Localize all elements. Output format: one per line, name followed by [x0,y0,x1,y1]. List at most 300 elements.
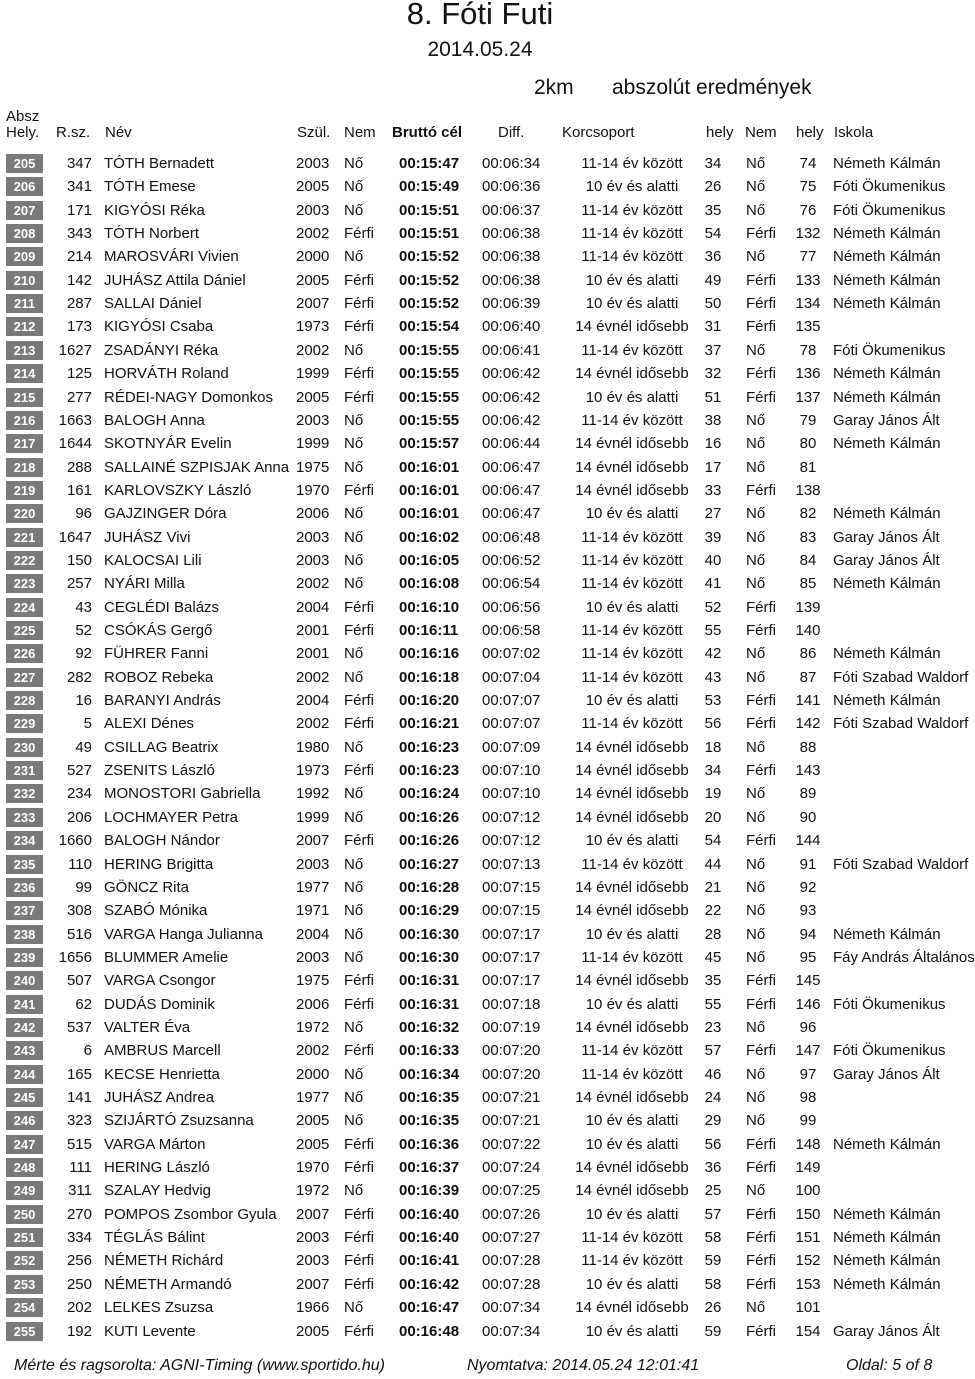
position-badge: 217 [6,434,43,453]
runner-name: HORVÁTH Roland [104,365,229,383]
position-badge: 216 [6,411,43,430]
category-gender: Férfi [746,762,776,780]
school-name: Fóti Ökumenikus [833,995,946,1013]
school-name: Németh Kálmán [833,645,941,663]
age-category: 10 év és alatti [585,1205,679,1223]
birth-year: 2006 [296,995,330,1013]
bib-number: 257 [66,575,92,593]
gross-time: 00:16:42 [399,1275,460,1293]
category-gender: Nő [746,645,766,663]
time-diff: 00:07:10 [482,762,541,780]
category-gender: Férfi [746,1042,776,1060]
birth-year: 1970 [296,1159,330,1177]
position-badge: 245 [6,1088,43,1107]
birth-year: 1972 [296,1018,330,1036]
gross-time: 00:16:48 [399,1322,460,1340]
runner-name: KIGYÓSI Csaba [104,318,214,336]
gender: Férfi [344,972,374,990]
school-name: Németh Kálmán [833,925,941,943]
age-category: 11-14 év között [581,1252,683,1270]
position-badge: 242 [6,1018,43,1037]
birth-year: 1971 [296,902,330,920]
gender: Férfi [344,318,374,336]
birth-year: 2007 [296,1205,330,1223]
category-place: 56 [704,1135,722,1153]
category-gender: Nő [746,808,766,826]
school-place: 83 [799,528,817,546]
birth-year: 1999 [296,808,330,826]
time-diff: 00:07:25 [482,1182,541,1200]
school-place: 85 [799,575,817,593]
time-diff: 00:06:48 [482,528,541,546]
school-place: 100 [795,1182,821,1200]
position-badge: 223 [6,574,43,593]
runner-name: SALLAI Dániel [104,295,202,313]
col-szul: Szül. [297,124,331,141]
table-row [0,222,960,245]
birth-year: 2002 [296,715,330,733]
gross-time: 00:15:49 [399,178,460,196]
runner-name: CSILLAG Beatrix [104,738,219,756]
runner-name: VALTER Éva [104,1018,191,1036]
gender: Férfi [344,1322,374,1340]
time-diff: 00:07:09 [482,738,541,756]
col-nev: Név [105,124,132,141]
age-category: 11-14 év között [581,201,683,219]
table-row [0,479,960,502]
age-category: 14 évnél idősebb [575,1018,689,1036]
bib-number: 270 [66,1205,92,1223]
school-place: 144 [795,832,821,850]
table-row [0,946,975,969]
bib-number: 49 [75,738,92,756]
category-gender: Férfi [746,995,776,1013]
bib-number: 282 [66,668,92,686]
category-gender: Férfi [746,832,776,850]
runner-name: AMBRUS Marcell [104,1042,221,1060]
category-place: 23 [704,1018,722,1036]
category-place: 57 [704,1205,722,1223]
birth-year: 1973 [296,318,330,336]
runner-name: POMPOS Zsombor Gyula [104,1205,277,1223]
gender: Férfi [344,1229,374,1247]
time-diff: 00:06:47 [482,505,541,523]
age-category: 10 év és alatti [585,925,679,943]
gender: Férfi [344,692,374,710]
gender: Nő [344,201,364,219]
age-category: 11-14 év között [581,622,683,639]
gross-time: 00:16:29 [399,902,460,920]
gender: Férfi [344,1252,374,1270]
table-row [0,386,960,409]
category-place: 58 [704,1275,722,1293]
gross-time: 00:16:47 [399,1299,460,1317]
position-badge: 236 [6,878,43,897]
category-place: 36 [704,1159,722,1177]
table-row [0,526,960,549]
time-diff: 00:06:40 [482,318,541,336]
category-gender: Nő [746,902,766,920]
bib-number: 111 [69,1159,92,1177]
school-name: Fóti Ökumenikus [833,178,946,196]
table-row [0,502,960,525]
bib-number: 161 [66,481,92,499]
birth-year: 2005 [296,271,330,289]
gender: Férfi [344,762,374,780]
category-gender: Nő [746,201,766,219]
category-gender: Nő [746,178,766,196]
time-diff: 00:06:47 [482,481,541,499]
gross-time: 00:15:57 [399,435,460,453]
category-gender: Nő [746,1018,766,1036]
category-place: 41 [704,575,722,593]
age-category: 11-14 év között [581,225,683,243]
gender: Nő [344,878,364,896]
position-badge: 206 [6,177,43,196]
school-name: Németh Kálmán [833,1205,941,1223]
runner-name: LELKES Zsuzsa [104,1299,214,1317]
age-category: 14 évnél idősebb [575,318,689,336]
col-hely: Hely. [6,124,40,141]
birth-year: 2005 [296,1112,330,1130]
age-category: 11-14 év között [581,948,683,966]
gross-time: 00:16:08 [399,575,460,593]
table-row [0,806,960,829]
gender: Nő [344,902,364,920]
table-row [0,1039,960,1062]
birth-year: 2005 [296,388,330,406]
time-diff: 00:07:07 [482,715,541,733]
table-row [0,1016,960,1039]
gross-time: 00:15:51 [399,225,460,243]
category-gender: Férfi [746,318,776,336]
birth-year: 2007 [296,295,330,313]
category-place: 21 [704,878,722,896]
category-gender: Nő [746,435,766,453]
runner-name: HERING László [104,1159,210,1177]
category-place: 44 [704,855,722,873]
category-place: 45 [704,948,722,966]
position-badge: 212 [6,317,43,336]
bib-number: 323 [66,1112,92,1130]
col-kat-nem: Nem [745,124,777,141]
time-diff: 00:06:37 [482,201,541,219]
runner-name: BALOGH Nándor [104,832,220,850]
table-row [0,712,969,735]
category-gender: Nő [746,1299,766,1317]
col-nem: Nem [344,124,376,141]
category-place: 24 [704,1089,722,1106]
gross-time: 00:15:47 [399,155,460,172]
category-place: 18 [704,738,722,756]
runner-name: SZALAY Hedvig [104,1182,211,1200]
position-badge: 224 [6,598,43,617]
time-diff: 00:07:07 [482,692,541,710]
gross-time: 00:16:41 [399,1252,460,1270]
position-badge: 218 [6,458,43,477]
school-place: 78 [799,341,817,359]
position-badge: 230 [6,738,43,757]
category-gender: Férfi [746,365,776,383]
school-place: 150 [795,1205,821,1223]
birth-year: 2005 [296,1135,330,1153]
category-gender: Férfi [746,271,776,289]
school-name: Garay János Ált [833,411,940,429]
gender: Nő [344,1065,364,1083]
gender: Férfi [344,388,374,406]
age-category: 14 évnél idősebb [575,435,689,453]
bib-number: 125 [66,365,92,383]
gross-time: 00:16:21 [399,715,460,733]
school-place: 154 [795,1322,821,1340]
runner-name: SZABÓ Mónika [104,902,208,920]
gross-time: 00:16:01 [399,458,460,476]
time-diff: 00:06:56 [482,598,541,616]
school-place: 93 [799,902,817,920]
gross-time: 00:16:16 [399,645,460,663]
category-gender: Férfi [746,972,776,990]
table-row [0,993,960,1016]
birth-year: 2003 [296,201,330,219]
runner-name: KECSE Henrietta [104,1065,220,1083]
birth-year: 2007 [296,832,330,850]
bib-number: 1656 [58,948,92,966]
time-diff: 00:07:12 [482,808,541,826]
gross-time: 00:16:20 [399,692,460,710]
runner-name: VARGA Hanga Julianna [104,925,263,943]
table-row [0,432,960,455]
school-name: Fóti Ökumenikus [833,201,946,219]
bib-number: 343 [66,225,92,243]
bib-number: 16 [75,692,92,710]
time-diff: 00:07:20 [482,1042,541,1060]
time-diff: 00:07:15 [482,878,541,896]
age-category: 11-14 év között [581,341,683,359]
school-name: Fóti Ökumenikus [833,341,946,359]
gender: Nő [344,1299,364,1317]
position-badge: 234 [6,831,43,850]
gender: Nő [344,855,364,873]
birth-year: 1999 [296,365,330,383]
col-kat-hely: hely [706,124,734,141]
category-place: 25 [704,1182,722,1200]
school-place: 98 [799,1089,817,1106]
runner-name: JUHÁSZ Attila Dániel [104,271,246,289]
gross-time: 00:16:11 [399,622,459,639]
birth-year: 2001 [296,645,330,663]
position-badge: 208 [6,224,43,243]
category-place: 26 [704,178,722,196]
bib-number: 527 [66,762,92,780]
time-diff: 00:07:26 [482,1205,541,1223]
school-name: Németh Kálmán [833,1275,941,1293]
position-badge: 205 [6,154,43,173]
position-badge: 227 [6,668,43,687]
category-gender: Nő [746,855,766,873]
runner-name: SZIJÁRTÓ Zsuzsanna [104,1112,254,1130]
gross-time: 00:16:26 [399,808,460,826]
age-category: 11-14 év között [581,1065,683,1083]
table-row [0,736,960,759]
gross-time: 00:16:28 [399,878,460,896]
school-place: 140 [795,622,821,639]
bib-number: 192 [66,1322,92,1340]
position-badge: 222 [6,551,43,570]
school-name: Németh Kálmán [833,692,941,710]
time-diff: 00:06:39 [482,295,541,313]
birth-year: 1992 [296,785,330,803]
school-place: 135 [795,318,821,336]
time-diff: 00:07:15 [482,902,541,920]
runner-name: VARGA Márton [104,1135,206,1153]
position-badge: 215 [6,388,43,407]
position-badge: 232 [6,784,43,803]
category-place: 54 [704,225,722,243]
school-place: 95 [799,948,817,966]
category-place: 56 [704,715,722,733]
gender: Nő [344,178,364,196]
birth-year: 1966 [296,1299,330,1317]
school-place: 151 [795,1229,821,1247]
category-place: 26 [704,1299,722,1317]
bib-number: 1647 [58,528,92,546]
category-place: 50 [704,295,722,313]
category-place: 59 [704,1322,722,1340]
category-place: 49 [704,271,722,289]
gender: Férfi [344,1159,374,1177]
category-place: 46 [704,1065,722,1083]
table-row [0,969,960,992]
table-row [0,409,960,432]
col-brutto: Bruttó cél [392,124,463,141]
time-diff: 00:07:18 [482,995,541,1013]
age-category: 14 évnél idősebb [575,738,689,756]
birth-year: 2002 [296,575,330,593]
school-name: Németh Kálmán [833,435,941,453]
gross-time: 00:16:40 [399,1205,460,1223]
category-gender: Nő [746,575,766,593]
runner-name: ZSADÁNYI Réka [104,341,219,359]
category-place: 35 [704,972,722,990]
gender: Férfi [344,715,374,733]
gender: Nő [344,1112,364,1130]
age-category: 14 évnél idősebb [575,972,689,990]
time-diff: 00:07:04 [482,668,541,686]
category-place: 37 [704,341,722,359]
gender: Férfi [344,598,374,616]
bib-number: 311 [68,1182,92,1200]
birth-year: 2004 [296,692,330,710]
runner-name: KIGYÓSI Réka [104,201,205,219]
runner-name: ZSENITS László [104,762,215,780]
bib-number: 308 [66,902,92,920]
table-row [0,642,960,665]
school-place: 80 [799,435,817,453]
age-category: 14 évnél idősebb [575,902,689,920]
age-category: 11-14 év között [581,715,683,733]
runner-name: BARANYI András [104,692,221,710]
runner-name: ALEXI Dénes [104,715,195,733]
gross-time: 00:16:26 [399,832,460,850]
position-badge: 248 [6,1158,43,1177]
age-category: 10 év és alatti [585,1322,679,1340]
time-diff: 00:07:27 [482,1229,541,1247]
age-category: 14 évnél idősebb [575,1159,689,1177]
runner-name: BLUMMER Amelie [104,948,229,966]
age-category: 14 évnél idősebb [575,762,689,780]
position-badge: 213 [6,341,43,360]
gross-time: 00:16:23 [399,738,460,756]
gross-time: 00:16:18 [399,668,460,686]
category-gender: Férfi [746,1135,776,1153]
category-place: 43 [704,668,722,686]
birth-year: 1977 [296,878,330,896]
gross-time: 00:16:31 [399,972,460,990]
school-name: Garay János Ált [833,1065,940,1083]
age-category: 11-14 év között [581,551,683,569]
category-gender: Nő [746,248,766,266]
runner-name: TÓTH Emese [104,178,196,196]
gross-time: 00:16:37 [399,1159,460,1177]
bib-number: 250 [66,1275,92,1293]
age-category: 11-14 év között [581,248,683,266]
table-row [0,619,960,642]
school-place: 77 [799,248,817,266]
runner-name: GÖNCZ Rita [104,878,190,896]
category-gender: Nő [746,1089,766,1106]
runner-name: CEGLÉDI Balázs [104,598,220,616]
runner-name: CSÓKÁS Gergő [104,622,213,639]
category-place: 39 [704,528,722,546]
age-category: 11-14 év között [581,645,683,663]
runner-name: KALOCSAI Lili [104,551,202,569]
time-diff: 00:07:10 [482,785,541,803]
distance-label: 2km [534,76,574,99]
school-place: 142 [795,715,821,733]
gender: Nő [344,1089,364,1106]
gender: Férfi [344,365,374,383]
position-badge: 251 [6,1228,43,1247]
time-diff: 00:07:34 [482,1322,541,1340]
time-diff: 00:06:38 [482,225,541,243]
position-badge: 252 [6,1251,43,1270]
birth-year: 2005 [296,1322,330,1340]
school-name: Németh Kálmán [833,1252,941,1270]
bib-number: 334 [66,1229,92,1247]
gross-time: 00:15:54 [399,318,460,336]
category-place: 31 [704,318,722,336]
gross-time: 00:16:24 [399,785,460,803]
table-row [0,899,960,922]
bib-number: 96 [75,505,92,523]
gender: Férfi [344,295,374,313]
gross-time: 00:16:32 [399,1018,460,1036]
table-row [0,245,960,268]
bib-number: 6 [83,1042,92,1060]
results-subtitle: abszolút eredmények [612,76,812,99]
table-row [0,175,960,198]
col-rsz: R.sz. [56,124,91,141]
bib-number: 150 [66,551,92,569]
gross-time: 00:16:10 [399,598,460,616]
category-place: 32 [704,365,722,383]
bib-number: 1663 [58,411,92,429]
age-category: 14 évnél idősebb [575,1182,689,1200]
birth-year: 2005 [296,178,330,196]
birth-year: 2007 [296,1275,330,1293]
category-place: 53 [704,692,722,710]
time-diff: 00:07:17 [482,925,541,943]
